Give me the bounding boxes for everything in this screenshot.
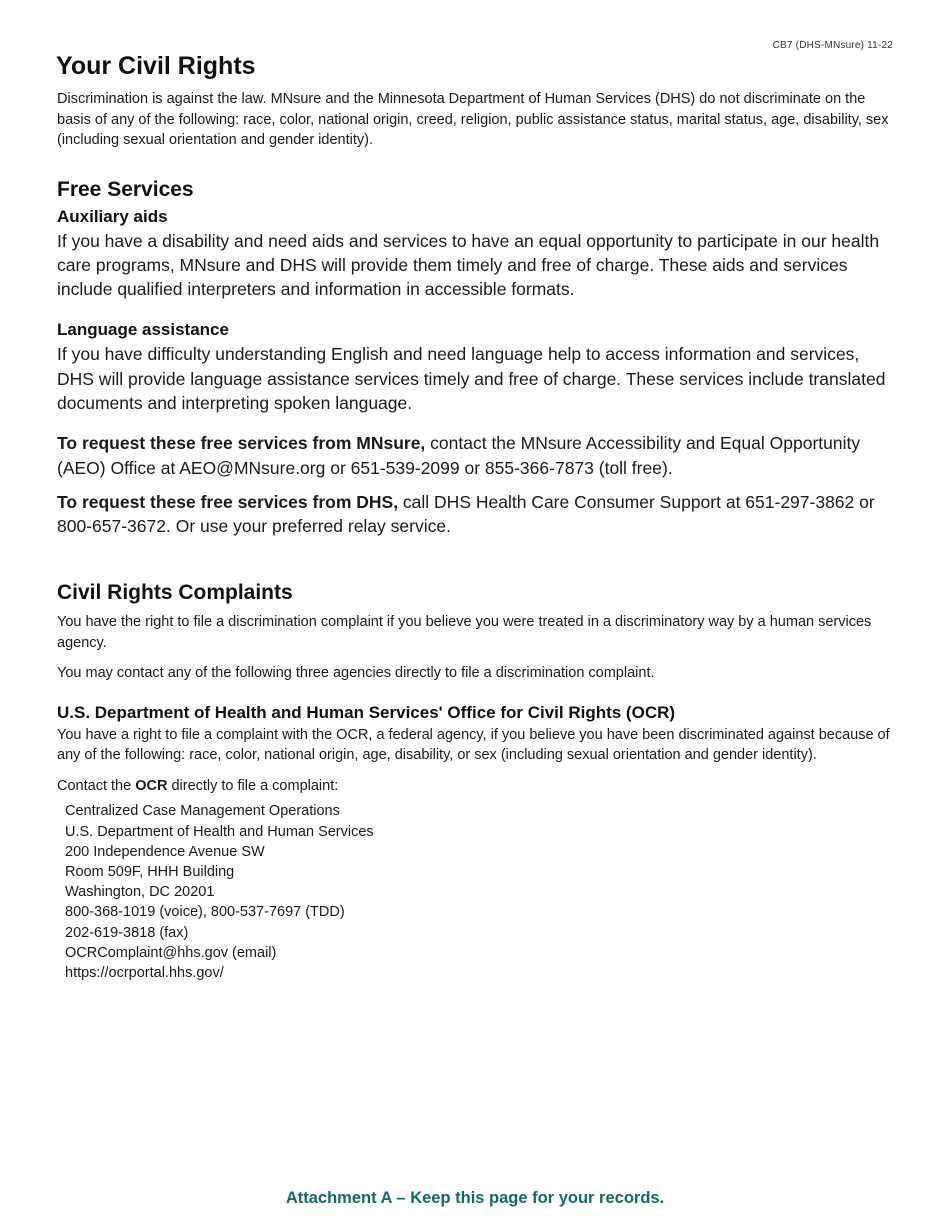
- mnsure-request-lead: To request these free services from MNsure,: [57, 433, 426, 454]
- ocr-heading: U.S. Department of Health and Human Services' Office for Civil Rights (OCR): [57, 702, 676, 722]
- address-line: U.S. Department of Health and Human Services: [65, 823, 374, 840]
- language-assistance-paragraph: If you have difficulty understanding English and need language help to access information and services, DHS will provide language assistance services timely and free of charge. These services include translated documents and interpreting spoken language.: [57, 344, 886, 413]
- address-line: Room 509F, HHH Building: [65, 864, 235, 881]
- form-code: CB7 (DHS-MNsure) 11-22: [772, 40, 893, 51]
- intro-paragraph: Discrimination is against the law. MNsure and the Minnesota Department of Human Services (DHS) do not discriminate on the basis of any of the following: race, color, national origin, creed, religion, public assistance status, marital status, age, disability, sex (including sexual orientation and gender identity).: [57, 91, 889, 148]
- ocr-contact-line: [57, 776, 895, 797]
- ocr-email: OCRComplaint@hhs.gov (email): [65, 944, 277, 961]
- civil-rights-complaints-heading: Civil Rights Complaints: [57, 581, 293, 605]
- address-line: Centralized Case Management Operations: [65, 803, 340, 820]
- language-assistance-heading: Language assistance: [57, 320, 229, 340]
- page-title: Your Civil Rights: [56, 52, 256, 80]
- complaint-right-paragraph: You have the right to file a discrimination complaint if you believe you were treated in a discriminatory way by a human services agency.: [57, 614, 872, 651]
- mnsure-request-paragraph: [57, 431, 895, 480]
- dhs-request-text: call DHS Health Care Consumer Support at 651-297-3862 or 800-657-3672. Or use your preferred relay service.: [57, 491, 875, 537]
- auxiliary-aids-paragraph: If you have a disability and need aids and services to have an equal opportunity to participate in our health care programs, MNsure and DHS will provide them timely and free of charge. These aids and services include qualified interpreters and information in accessible formats.: [57, 230, 880, 300]
- free-services-heading: Free Services: [57, 177, 194, 201]
- document-body: [57, 50, 895, 983]
- address-line: 800-368-1019 (voice), 800-537-7697 (TDD): [65, 904, 345, 921]
- ocr-contact-post: directly to file a complaint:: [167, 777, 339, 794]
- footer-note: Attachment A – Keep this page for your records.: [285, 1189, 665, 1207]
- address-line: 202-619-3818 (fax): [65, 924, 189, 941]
- ocr-contact-pre: Contact the: [57, 777, 136, 794]
- ocr-address-block: [65, 801, 895, 983]
- auxiliary-aids-heading: Auxiliary aids: [57, 206, 168, 226]
- address-line: 200 Independence Avenue SW: [65, 843, 265, 860]
- ocr-paragraph: You have a right to file a complaint with the OCR, a federal agency, if you believe you have been discriminated against because of any of the following: race, color, national origin, age, disability, or sex (including sexual orientation and gender identity).: [57, 726, 890, 764]
- address-line: Washington, DC 20201: [65, 884, 215, 901]
- dhs-request-lead: To request these free services from DHS,: [57, 491, 399, 512]
- dhs-request-paragraph: [57, 490, 895, 539]
- ocr-portal-url: https://ocrportal.hhs.gov/: [65, 965, 224, 982]
- mnsure-request-text: contact the MNsure Accessibility and Equal Opportunity (AEO) Office at AEO@MNsure.org or 651-539-2099 or 855-366-7873 (toll free).: [57, 433, 861, 478]
- ocr-contact-bold: OCR: [135, 777, 168, 794]
- complaint-agencies-paragraph: You may contact any of the following three agencies directly to file a discrimination complaint.: [57, 665, 655, 682]
